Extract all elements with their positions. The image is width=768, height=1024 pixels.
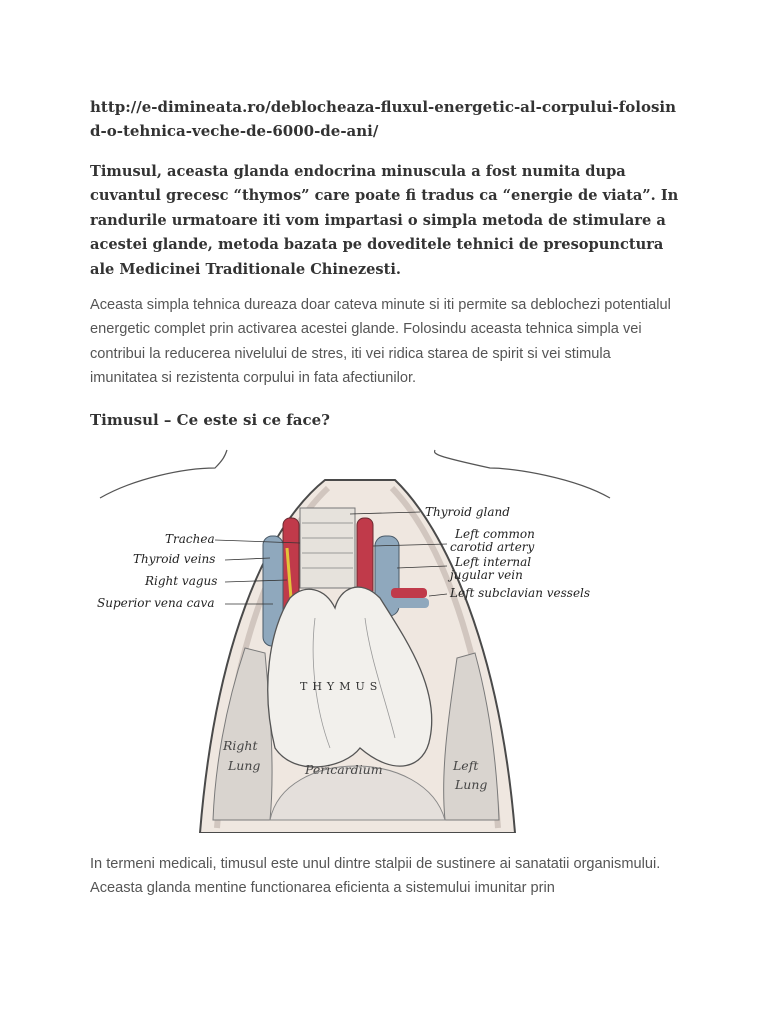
left-subclavian-artery	[391, 588, 427, 598]
trachea-shape	[300, 508, 355, 588]
label-jugular-vein: jugular vein	[450, 568, 523, 582]
body-paragraph-1: Aceasta simpla tehnica dureaza doar cateva minute si iti permite sa deblochezi potentialul energetic complet prin activarea acestei glande. Folosindu aceasta tehnica simpla vei contribui la reducerea nivelului de stres, iti vei ridica starea de spirit si vei stimula imunitatea si rezistenta corpului in fata afectiunilor.	[90, 297, 671, 387]
label-thyroid-veins: Thyroid veins	[133, 552, 216, 566]
source-link[interactable]: http://e-dimineata.ro/deblocheaza-fluxul-energetic-al-corpului-folosind-o-tehnica-veche-de-6000-de-ani/	[90, 98, 676, 140]
left-shoulder-outline	[435, 450, 610, 498]
label-superior-vena-cava: Superior vena cava	[97, 596, 215, 610]
label-left-common: Left common	[455, 527, 535, 541]
label-thymus: THYMUS	[300, 680, 383, 693]
intro-paragraph: Timusul, aceasta glanda endocrina minuscula a fost numita dupa cuvantul grecesc “thymos” care poate fi tradus ca “energie de viata”. In randurile urmatoare iti vom impartasi o simpla metoda de stimulare a acestei glande, metoda bazata pe doveditele tehnici de presopunctura ale Medicinei Traditionale Chinezesti.	[90, 163, 679, 278]
label-right: Right	[223, 738, 258, 753]
label-pericardium: Pericardium	[305, 762, 383, 777]
label-right-vagus: Right vagus	[145, 574, 218, 588]
label-lung-left: Lung	[455, 777, 488, 792]
label-thyroid-gland: Thyroid gland	[425, 505, 510, 519]
right-shoulder-outline	[100, 450, 227, 498]
section-heading: Timusul – Ce este si ce face?	[90, 411, 330, 429]
label-left-subclavian: Left subclavian vessels	[450, 586, 591, 600]
label-left-internal: Left internal	[455, 555, 532, 569]
left-subclavian-vein	[393, 598, 429, 608]
label-trachea: Trachea	[165, 532, 215, 546]
label-carotid-artery: carotid artery	[450, 540, 535, 554]
body-paragraph-2: In termeni medicali, timusul este unul dintre stalpii de sustinere ai sanatatii organismului. Aceasta glanda mentine functionarea eficienta a sistemului imunitar prin	[90, 856, 661, 897]
label-lung-right: Lung	[228, 758, 261, 773]
label-left: Left	[453, 758, 479, 773]
thymus-illustration	[95, 448, 615, 833]
thymus-anatomy-figure	[95, 448, 615, 833]
